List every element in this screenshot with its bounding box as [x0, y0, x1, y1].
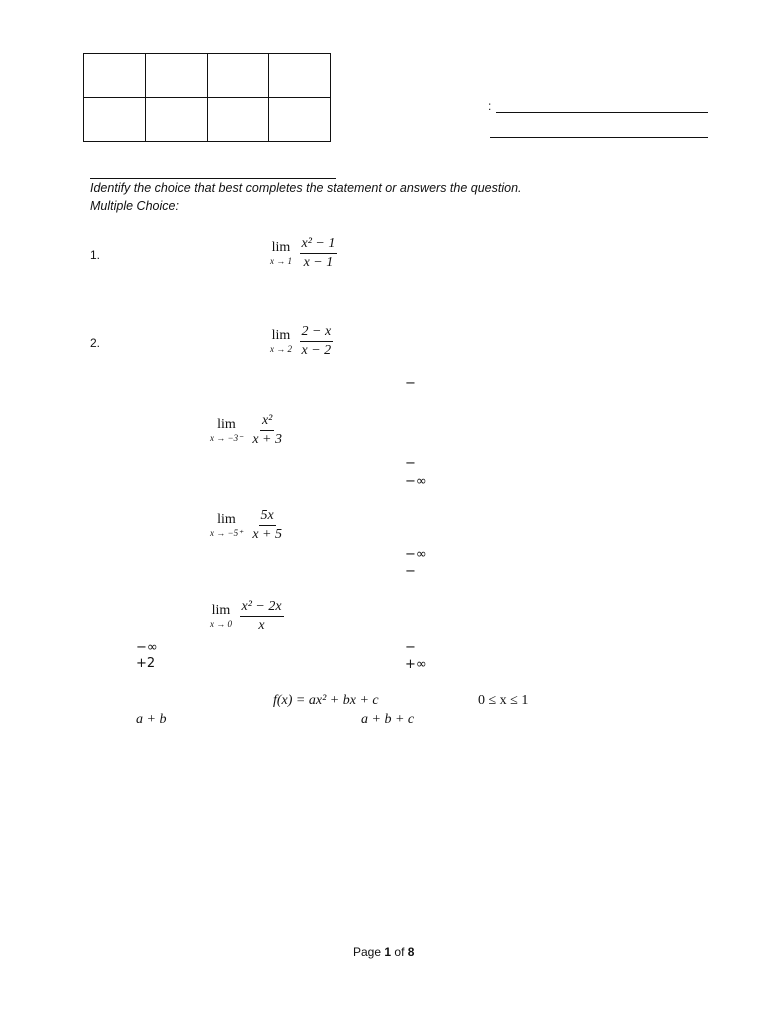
question-1-expression: [270, 237, 337, 270]
question-number: 2.: [90, 336, 101, 350]
info-line[interactable]: [490, 137, 708, 138]
limit-subscript: x → 0: [210, 619, 232, 629]
function-definition: f(x) = ax² + bx + c: [273, 693, 379, 708]
denominator: x − 2: [301, 343, 332, 358]
answer-choice: −: [405, 456, 416, 471]
score-cell: [269, 98, 331, 142]
numerator: x²: [260, 414, 274, 431]
answer-choice: +∞: [405, 657, 427, 672]
score-grid-row: [84, 54, 331, 98]
numerator: x² − 1: [300, 237, 338, 254]
section-heading: Multiple Choice:: [90, 199, 179, 213]
question-5-expression: [210, 600, 284, 633]
question-2-expression: [270, 325, 333, 358]
score-cell: [84, 54, 146, 98]
numerator: 5x: [259, 509, 276, 526]
section-rule: [90, 178, 336, 179]
answer-choice: a + b + c: [361, 712, 415, 727]
limit-subscript: x → −5⁺: [210, 528, 243, 538]
answer-choice: −: [405, 564, 416, 579]
page-label: Page: [353, 945, 382, 959]
fraction: [250, 509, 284, 542]
name-line[interactable]: [496, 112, 708, 113]
lim-word: lim: [211, 603, 231, 618]
numerator: 2 − x: [300, 325, 334, 342]
score-cell: [207, 54, 269, 98]
score-cell: [145, 54, 207, 98]
answer-choice: −: [405, 640, 416, 655]
score-cell: [84, 98, 146, 142]
question-3-expression: [210, 414, 284, 447]
fraction: [250, 414, 284, 447]
fraction: [300, 325, 334, 358]
question-number: 1.: [90, 248, 101, 262]
answer-choice: −: [405, 376, 416, 391]
lim-word: lim: [271, 328, 291, 343]
page-of: of: [394, 945, 405, 959]
limit-operator: [210, 604, 232, 629]
limit-operator: [210, 513, 243, 538]
score-grid-row: [84, 98, 331, 142]
fraction: [300, 237, 338, 270]
numerator: x² − 2x: [240, 600, 284, 617]
page-indicator: [353, 945, 414, 959]
denominator: x + 3: [252, 432, 282, 447]
answer-choice: +2: [136, 656, 156, 671]
limit-subscript: x → −3⁻: [210, 433, 243, 443]
interval: 0 ≤ x ≤ 1: [478, 693, 529, 708]
limit-operator: [210, 418, 243, 443]
limit-operator: [270, 241, 292, 266]
instructions-text: Identify the choice that best completes the statement or answers the question.: [90, 181, 522, 195]
score-grid: [83, 53, 331, 142]
answer-choice: −∞: [136, 640, 158, 655]
score-cell: [207, 98, 269, 142]
page-total: 8: [407, 945, 415, 959]
page-current: 1: [384, 945, 392, 959]
lim-word: lim: [217, 417, 236, 432]
limit-operator: [270, 329, 292, 354]
question-4-expression: [210, 509, 284, 542]
lim-word: lim: [217, 512, 236, 527]
denominator: x: [258, 618, 265, 633]
fraction: [240, 600, 284, 633]
denominator: x − 1: [303, 255, 334, 270]
lim-word: lim: [271, 240, 291, 255]
limit-subscript: x → 2: [270, 344, 292, 354]
answer-choice: a + b: [136, 712, 167, 727]
denominator: x + 5: [252, 527, 282, 542]
answer-choice: −∞: [405, 474, 427, 489]
field-colon: :: [488, 99, 492, 113]
limit-subscript: x → 1: [270, 256, 292, 266]
score-cell: [269, 54, 331, 98]
score-cell: [145, 98, 207, 142]
answer-choice: −∞: [405, 547, 427, 562]
